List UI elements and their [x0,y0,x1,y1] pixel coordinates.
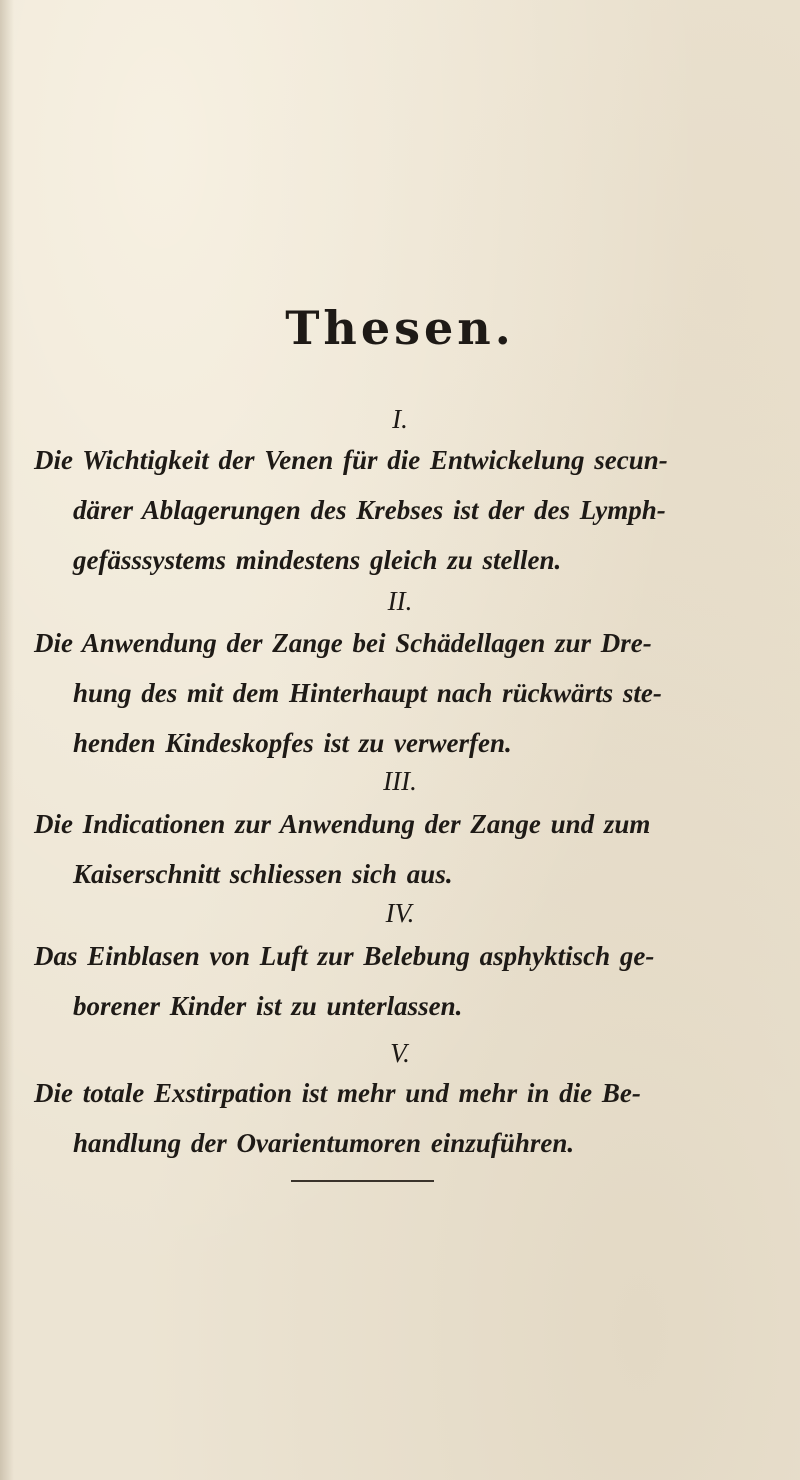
thesis-1-text [34,435,734,585]
thesis-5-line-1: Die totale Exstirpation ist mehr und mehr in die Be- [34,1078,641,1108]
thesis-5-line-2: handlung der Ovarientumoren einzuführen. [73,1128,575,1158]
thesis-3-line-1: Die Indicationen zur Anwendung der Zange und zum [34,809,651,839]
thesis-1-line-2: därer Ablagerungen des Krebses ist der des Lymph- [73,495,666,525]
thesis-2-numeral: II. [387,586,413,616]
thesis-4-line-1: Das Einblasen von Luft zur Belebung asphyktisch ge- [34,941,655,971]
thesis-3-line-2: Kaiserschnitt schliessen sich aus. [73,859,453,889]
thesis-3-numeral: III. [383,766,417,796]
page-left-edge [0,0,14,1480]
thesis-1-line-3: gefässsystems mindestens gleich zu stellen. [73,545,562,575]
thesis-4-numeral: IV. [385,898,415,928]
thesis-2-line-3: henden Kindeskopfes ist zu verwerfen. [73,728,512,758]
thesis-4-text [34,931,734,1031]
page-title: Thesen. [285,301,515,355]
thesis-5-numeral: V. [390,1038,410,1068]
thesis-1-line-1: Die Wichtigkeit der Venen für die Entwickelung secun- [34,445,668,475]
thesis-2-text [34,618,734,768]
thesis-5-text [34,1068,734,1168]
thesis-2-line-1: Die Anwendung der Zange bei Schädellagen zur Dre- [34,628,652,658]
thesis-2-line-2: hung des mit dem Hinterhaupt nach rückwärts ste- [73,678,662,708]
thesis-4-line-2: borener Kinder ist zu unterlassen. [73,991,463,1021]
closing-rule [291,1180,434,1182]
thesis-3-text [34,799,734,899]
thesis-1-numeral: I. [392,404,408,434]
